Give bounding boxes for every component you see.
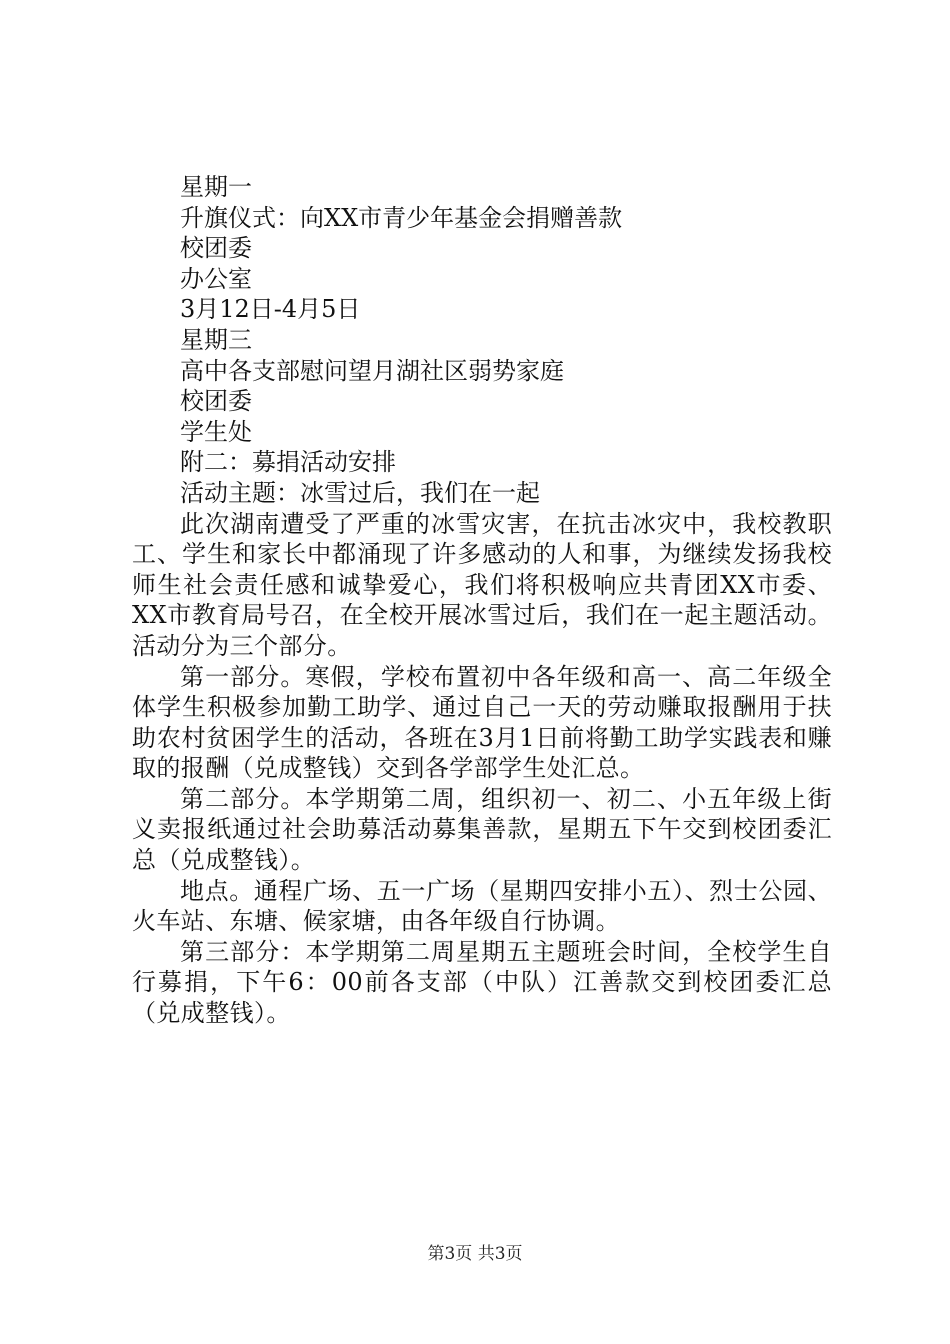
schedule-line-weekday: 星期三 bbox=[180, 325, 252, 354]
schedule-line-department: 学生处 bbox=[180, 417, 252, 446]
schedule-line-weekday: 星期一 bbox=[180, 173, 252, 201]
activity-theme: 活动主题：冰雪过后，我们在一起 bbox=[180, 478, 540, 507]
appendix-heading: 附二：募捐活动安排 bbox=[180, 448, 396, 477]
document-body bbox=[132, 172, 832, 1029]
schedule-line-organizer: 校团委 bbox=[180, 234, 252, 263]
paragraph-intro: 此次湖南遭受了严重的冰雪灾害，在抗击冰灾中，我校教职工、学生和家长中都涌现了许多感动的人和事，为继续发扬我校师生社会责任感和诚挚爱心，我们将积极响应共青团XX市委、XX市教育局号召，在全校开展冰雪过后，我们在一起主题活动。活动分为三个部分。 bbox=[132, 509, 832, 660]
schedule-line-event: 高中各支部慰问望月湖社区弱势家庭 bbox=[180, 356, 564, 385]
paragraph-part-two: 第二部分。本学期第二周，组织初一、初二、小五年级上街义卖报纸通过社会助募活动募集善款，星期五下午交到校团委汇总（兑成整钱）。 bbox=[132, 784, 832, 875]
schedule-line-event: 升旗仪式：向XX市青少年基金会捐赠善款 bbox=[180, 203, 623, 232]
paragraph-part-three: 第三部分：本学期第二周星期五主题班会时间，全校学生自行募捐，下午6：00前各支部（中队）江善款交到校团委汇总（兑成整钱）。 bbox=[132, 937, 832, 1028]
paragraph-part-one: 第一部分。寒假，学校布置初中各年级和高一、高二年级全体学生积极参加勤工助学、通过自己一天的劳动赚取报酬用于扶助农村贫困学生的活动，各班在3月1日前将勤工助学实践表和赚取的报酬（兑成整钱）交到各学部学生处汇总。 bbox=[132, 662, 832, 783]
schedule-line-organizer: 校团委 bbox=[180, 387, 252, 416]
schedule-line-dates: 3月12日-4月5日 bbox=[180, 295, 361, 324]
paragraph-locations: 地点。通程广场、五一广场（星期四安排小五）、烈士公园、火车站、东塘、候家塘，由各年级自行协调。 bbox=[132, 876, 832, 936]
page-number-footer: 第3页 共3页 bbox=[427, 1244, 523, 1264]
schedule-line-department: 办公室 bbox=[180, 264, 252, 293]
